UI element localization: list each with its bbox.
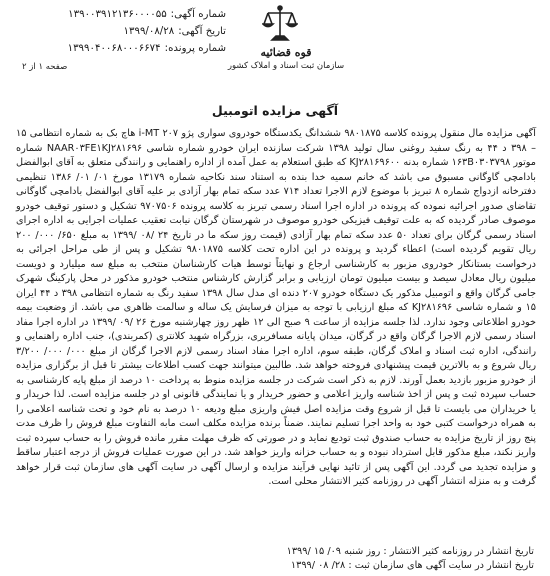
newspaper-publication-date: تاریخ انتشار در روزنامه کثیر الانتشار : روز شنبه ۰۹/ ۱۵ /۱۳۹۹: [286, 546, 534, 557]
notice-number-label: شماره آگهی:: [170, 9, 226, 20]
case-number-row: [16, 40, 226, 57]
notice-number: ۱۳۹۰۰۳۹۱۲۱۳۶۰۰۰۰۵۵: [68, 9, 167, 20]
judiciary-scales-emblem-icon: [262, 4, 298, 44]
organization-subname: سازمان ثبت اسناد و املاک کشور: [227, 61, 345, 71]
page-number: صفحه ۱ از ۲: [22, 62, 68, 72]
notice-number-row: [16, 6, 226, 23]
case-number-label: شماره پرونده:: [164, 43, 226, 54]
publication-dates: [287, 545, 534, 573]
notice-date-label: تاریخ آگهی:: [178, 26, 226, 37]
notice-body: [16, 127, 536, 490]
organization-header: [226, 46, 346, 71]
case-number: ۱۳۹۹۰۴۰۰۶۸۰۰۰۶۶۷۴: [67, 43, 161, 54]
organization-name: قوه قضائیه: [260, 46, 312, 59]
notice-date-row: [16, 23, 226, 40]
notice-body-text: آگهی مزایده مال منقول پرونده کلاسه ۹۸۰۱۸۷۵ ششدانگ یکدستگاه خودروی سواری پژو ۲۰۷ i-MT هاچ بک به شماره انتظامی ۱۵ – ۳۹۸ د ۴۴ به رنگ سفید روغنی سال تولید ۱۳۹۸ شرکت سازنده ایران خودرو شماره شاسی NAAR۰۳FE۱KJ۲۸۱۶۹۶ شماره موتور ۱۶۳B۰۳۰۳۷۹۸ شماره بدنه KJ۲۸۱۶۹۶۰۰ که طبق استعلام به عمل آمده از اداره راهنمایی و رانندگی متعلق به آقای ابوالفضل بادامچی گاوگانی مسبوق می باشد که خانم سمیه خدا بنده به استناد سند نکاحیه شماره ۱۳۱۷۹ مورخ ۰۱/ ۰۱/ ۱۳۸۶ تنظیمی دفترخانه ازدواج شماره ۸ تبریز با موضوع لازم الاجرا تعداد ۷۱۴ عدد سکه تمام بهار آزادی بر علیه آقای ابوالفضل بادامچی گاوگانی تقاضای صدور اجرائیه نموده که پرونده در اداره اجرا اسناد رسمی تبریز به کلاسه پرونده ۹۷۰۷۵۰۶ تشکیل و دستور توقیف خودرو موصوف صادر گردیده که به علت توقیف فیزیکی خودرو موصوف در شهرستان گرگان نیابت تعقیب عملیات اجرایی به اداره اجرای اسناد رسمی گرگان برای تعداد ۵۰ عدد سکه تمام بهار آزادی (قیمت روز سکه ما در تاریخ ۲۴ /۰۸ /۱۳۹۹ به مبلغ ۶۵۰/ ۰۰۰/ ۲۰۰ ریال تقویم گردیده است) اعطاء گردید و پرونده در این اداره تحت کلاسه ۹۸۰۱۸۷۵ تشکیل و پس از طی مراحل اجرائی به درخواست بستانکار خودروی مزبور به کارشناسی ارجاع و نهایتاً توسط هیات کارشناسان منتخب به مبلغ سه میلیارد و دویست میلیون ریال معادل سیصد و بیست میلیون تومان ارزیابی و برابر گزارش کارشناس منتخب خودرو مذکور در محل پارکینگ شهرک جامی گرگان واقع و اتومبیل مذکور یک دستگاه خودرو ۲۰۷ دنده ای مدل سال ۱۳۹۸ سفید رنگ به شماره انتظامی ۳۹۸ د ۴۴ ایران ۱۵ و شماره شاسی KJ۲۸۱۶۹۶ که مبلغ ارزیابی با توجه به میزان فرسایش یک ساله و سالمت ظاهری می باشد. از وضعیت بیمه خودرو اطلاعاتی وجود ندارد. لذا جلسه مزایده از ساعت ۹ صبح الی ۱۲ ظهر روز چهارشنبه مورخ ۲۶ /۰۹ /۱۳۹۹ در اداره اجرا مفاد اسناد رسمی لازم الاجرا گرگان واقع در گرگان، میدان پایانه مسافربری، بزرگراه شهید کلانتری (کمربندی)، جنب اداره راهنمایی و رانندگی، اداره ثبت اسناد و املاک گرگان، طبقه سوم، اداره اجرا مفاد اسناد رسمی لازم الاجرا گرگان از مبلغ ۰۰۰/ ۰۰۰/ ۳/۲۰۰ ریال شروع و به بالاترین قیمت پیشنهادی فروخته خواهد شد. طالبین میتوانند جهت کسب اطلاعات بیشتر تا قبل از برگزاری مزایده از خودرو مزبور بازدید بعمل آورند. لازم به ذکر است شرکت در جلسه مزایده منوط به پرداخت ۱۰ درصد از مبلغ پایه کارشناسی به حساب سپرده ثبت و پس از اخذ شناسه واریز اعلامی و حضور خریدار و یا نمایندگی قانونی او در جلسه مزایده است. لذا خریدار و یا خریداران می بایست تا قبل از شروع وقت مزایده اصل فیش واریزی مبلغ ودیعه ۱۰ درصد به نام خود و تحت شناسه اعلامی را به همراه درخواست کتبی خود به واحد اجرا تسلیم نمایند. ضمناً برنده مزایده مکلف است مابه التفاوت مبلغ فروش را ظرف مدت پنج روز از تاریخ مزایده به حساب صندوق ثبت تودیع نماید و در صورتی که ظرف مهلت مقرر مانده فروش را به حساب سپرده ثبت واریز نکند، مبلغ مذکور قابل استرداد نبوده و به حساب خزانه واریز خواهد شد. در این صورت عملیات فروش از درجه اعتبار ساقط و مزایده تجدید می گردد. این آگهی پس از تائید نهایی فرآیند مزایده و ارسال آگهی در سایت آگهی های سازمان ثبت قرار خواهد گرفت و به منزله انتشار آگهی در روزنامه کثیر الانتشار محلی است.: [16, 128, 537, 487]
site-publication-date: تاریخ انتشار در سایت آگهی های سازمان ثبت : ۲۸/ ۰۸ /۱۳۹۹: [290, 560, 534, 571]
notice-meta: [16, 6, 226, 57]
notice-date: ۱۳۹۹/۰۸/۲۸: [123, 26, 175, 37]
page-title: آگهی مزایده اتومبیل: [211, 103, 339, 118]
